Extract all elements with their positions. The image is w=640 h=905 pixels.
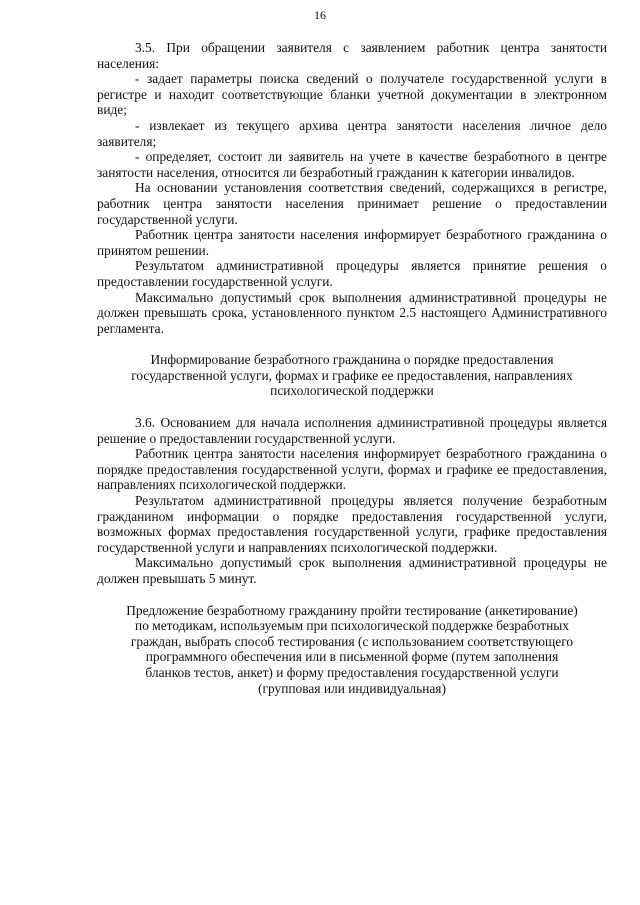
page-number: 16 [314, 8, 326, 22]
section-3-5 [97, 40, 607, 336]
paragraph: Результатом административной процедуры является принятие решения о предоставлении государственной услуги. [97, 258, 607, 289]
heading-line: бланков тестов, анкет) и форму предоставления государственной услуги [145, 664, 559, 680]
list-item: - извлекает из текущего архива центра занятости населения личное дело заявителя; [97, 117, 607, 149]
heading-line: психологической поддержки [270, 383, 434, 399]
list-item: - определяет, состоит ли заявитель на учете в качестве безработного в центре занятости населения, относится ли безработный гражданин к категории инвалидов. [97, 149, 607, 180]
paragraph: 3.5. При обращении заявителя с заявлением работник центра занятости населения: [97, 40, 607, 71]
heading-line: программного обеспечения или в письменной форме (путем заполнения [145, 649, 559, 665]
paragraph: Результатом административной процедуры является получение безработным гражданином информации о порядке предоставления государственной услуги, возможных формах предоставления государственной услуги, графике предоставления государственной услуги и направлениях психологической поддержки. [97, 493, 607, 555]
heading-line: по методикам, используемым при психологической поддержке безработных [135, 618, 569, 634]
paragraph: Максимально допустимый срок выполнения административной процедуры не должен превышать срока, установленного пунктом 2.5 настоящего Административного регламента. [97, 289, 607, 336]
paragraph: Работник центра занятости населения информирует безработного гражданина о принятом решении. [97, 227, 607, 258]
paragraph: 3.6. Основанием для начала исполнения административной процедуры является решение о предоставлении государственной услуги. [97, 415, 607, 446]
paragraph: Максимально допустимый срок выполнения административной процедуры не должен превышать 5 минут. [97, 555, 607, 586]
heading-line: Информирование безработного гражданина о порядке предоставления [150, 352, 554, 368]
paragraph: На основании установления соответствия сведений, содержащихся в регистре, работник центра занятости населения принимает решение о предоставлении государственной услуги. [97, 180, 607, 227]
heading-line: граждан, выбрать способ тестирования (с использованием соответствующего [130, 633, 574, 649]
document-body [97, 40, 607, 712]
paragraph: Работник центра занятости населения информирует безработного гражданина о порядке предоставления государственной услуги, формах и графике ее предоставления, направлениях психологической поддержки. [97, 446, 607, 493]
heading-line: Предложение безработному гражданину пройти тестирование (анкетирование) [126, 602, 578, 618]
heading-line: (групповая или индивидуальная) [258, 680, 446, 696]
section-heading [97, 603, 607, 697]
section-heading [97, 352, 607, 399]
section-3-6 [97, 415, 607, 587]
heading-line: государственной услуги, формах и графике ее предоставления, направлениях [131, 367, 573, 383]
list-item: - задает параметры поиска сведений о получателе государственной услуги в регистре и находит соответствующие бланки учетной документации в электронном виде; [97, 71, 607, 118]
